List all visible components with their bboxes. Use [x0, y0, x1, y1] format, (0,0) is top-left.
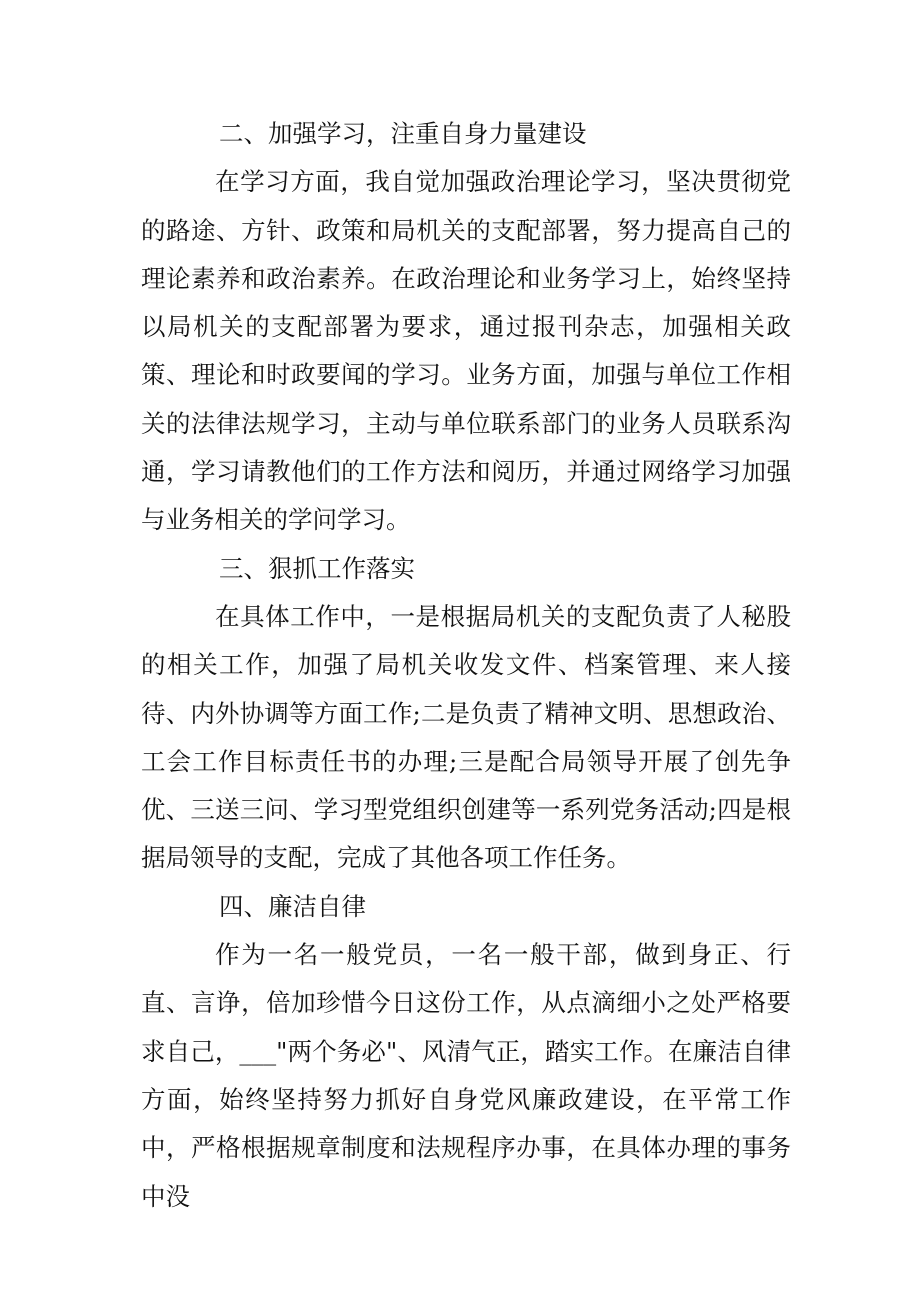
section-heading-3: 三、狠抓工作落实: [219, 553, 415, 583]
document-body: [141, 110, 791, 1221]
section-paragraph-4: 作为一名一般党员，一名一般干部，做到身正、行直、言诤，倍加珍惜今日这份工作，从点滴细小之处严格要求自己，___"两个务必"、风清气正，踏实工作。在廉洁自律方面，始终坚持努力抓好自身党风廉政建设，在平常工作中，严格根据规章制度和法规程序办事，在具体办理的事务中没: [141, 940, 791, 1211]
section-heading-2: 二、加强学习，注重自身力量建设: [219, 119, 587, 148]
section-paragraph-3: 在具体工作中，一是根据局机关的支配负责了人秘股的相关工作，加强了局机关收发文件、档案管理、来人接待、内外协调等方面工作;二是负责了精神文明、思想政治、工会工作目标责任书的办理;三是配合局领导开展了创先争优、三送三问、学习型党组织创建等一系列党务活动;四是根据局领导的支配，完成了其他各项工作任务。: [141, 601, 791, 873]
section-heading-4: 四、廉洁自律: [219, 891, 366, 921]
section-paragraph-2: 在学习方面，我自觉加强政治理论学习，坚决贯彻党的路途、方针、政策和局机关的支配部署，努力提高自己的理论素养和政治素养。在政治理论和业务学习上，始终坚持以局机关的支配部署为要求，通过报刊杂志，加强相关政策、理论和时政要闻的学习。业务方面，加强与单位工作相关的法律法规学习，主动与单位联系部门的业务人员联系沟通，学习请教他们的工作方法和阅历，并通过网络学习加强与业务相关的学问学习。: [141, 167, 791, 535]
